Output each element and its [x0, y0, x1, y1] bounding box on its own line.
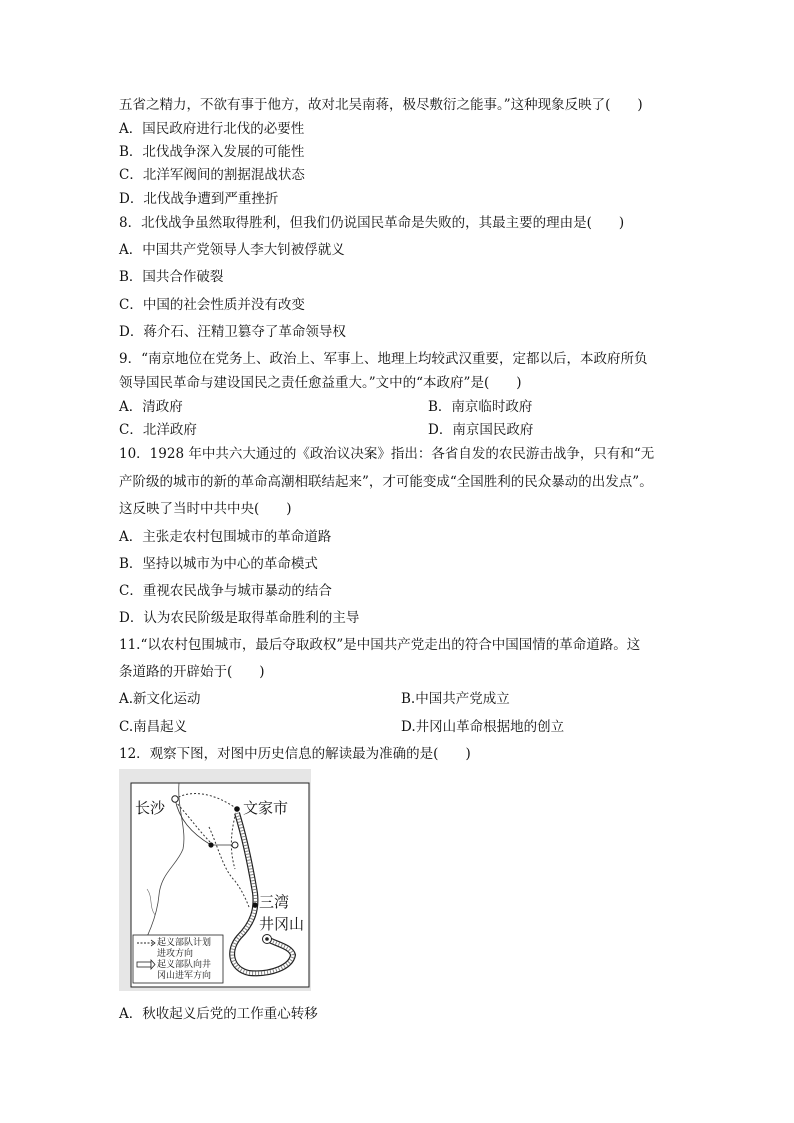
q11-option-d: D.井冈山革命根据地的创立	[401, 719, 565, 735]
q11-option-a: A.新文化运动	[119, 691, 201, 707]
q9-option-d: D．南京国民政府	[428, 422, 534, 438]
q7-option-a: A．国民政府进行北伐的必要性	[119, 121, 305, 137]
q8-option-c: C．中国的社会性质并没有改变	[119, 297, 305, 313]
sanwan-marker	[252, 902, 257, 907]
place-label-changsha: 长沙	[135, 799, 166, 817]
q7-stem-tail: 五省之精力，不欲有事于他方，故对北吴南蒋，极尽敷衍之能事。”这种现象反映了( )	[119, 97, 643, 113]
q8-option-a: A．中国共产党领导人李大钊被俘就义	[119, 242, 345, 258]
q10-option-c: C．重视农民战争与城市暴动的结合	[119, 583, 332, 599]
legend-march-line1: 起义部队向井	[157, 960, 212, 970]
q10-stem-line1: 10．1928 年中共六大通过的《政治议决案》指出：各省自发的农民游击战争，只有和“无	[119, 446, 655, 462]
q8-option-d: D．蒋介石、汪精卫篡夺了革命领导权	[119, 324, 346, 340]
q9-option-a: A．清政府	[119, 399, 183, 415]
changsha-marker	[172, 796, 178, 802]
q8-stem: 8．北伐战争虽然取得胜利，但我们仍说国民革命是失败的，其最主要的理由是( )	[119, 215, 625, 231]
place-label-jinggangshan: 井冈山	[259, 915, 305, 933]
q11-stem-line1: 11.“以农村包围城市，最后夺取政权”是中国共产党走出的符合中国国情的革命道路。这	[119, 637, 641, 653]
legend-planned-line1: 起义部队计划	[157, 938, 212, 948]
q9-stem-line2: 领导国民革命与建设国民之责任愈益重大。”文中的“本政府”是( )	[119, 375, 522, 391]
q7-option-d: D．北伐战争遭到严重挫折	[119, 191, 279, 207]
q10-stem-line2: 产阶级的城市的新的革命高潮相联结起来”，才可能变成“全国胜利的民众暴动的出发点”。	[119, 474, 653, 490]
q10-option-a: A．主张走农村包围城市的革命道路	[119, 529, 332, 545]
q10-stem-line3: 这反映了当时中共中央( )	[119, 501, 292, 517]
town-marker	[208, 842, 213, 847]
q12-stem: 12．观察下图，对图中历史信息的解读最为准确的是( )	[119, 746, 471, 762]
q11-option-c: C.南昌起义	[119, 719, 188, 735]
q7-option-c: C．北洋军阀间的割据混战状态	[119, 167, 305, 183]
q8-option-b: B．国共合作破裂	[119, 269, 224, 285]
town-marker-hollow	[232, 842, 238, 848]
q10-option-d: D．认为农民阶级是取得革命胜利的主导	[119, 610, 360, 626]
q11-stem-line2: 条道路的开辟始于( )	[119, 664, 265, 680]
q7-option-b: B．北伐战争深入发展的可能性	[119, 144, 305, 160]
place-label-sanwan: 三湾	[259, 893, 290, 911]
legend-march-line2: 冈山进军方向	[157, 971, 212, 981]
q10-option-b: B．坚持以城市为中心的革命模式	[119, 556, 318, 572]
wenjiashi-marker	[234, 806, 240, 812]
q9-option-b: B．南京临时政府	[428, 399, 533, 415]
q9-stem-line1: 9．“南京地位在党务上、政治上、军事上、地理上均较武汉重要，定都以后，本政府所负	[119, 351, 648, 367]
q11-option-b: B.中国共产党成立	[401, 691, 510, 707]
legend-hollow-arrow	[137, 962, 151, 967]
autumn-harvest-uprising-map	[119, 769, 311, 991]
place-label-wenjiashi: 文家市	[243, 799, 289, 817]
legend-planned-line2: 进攻方向	[157, 949, 194, 959]
q12-option-a: A．秋收起义后党的工作重心转移	[119, 1006, 318, 1022]
q9-option-c: C．北洋政府	[119, 422, 197, 438]
